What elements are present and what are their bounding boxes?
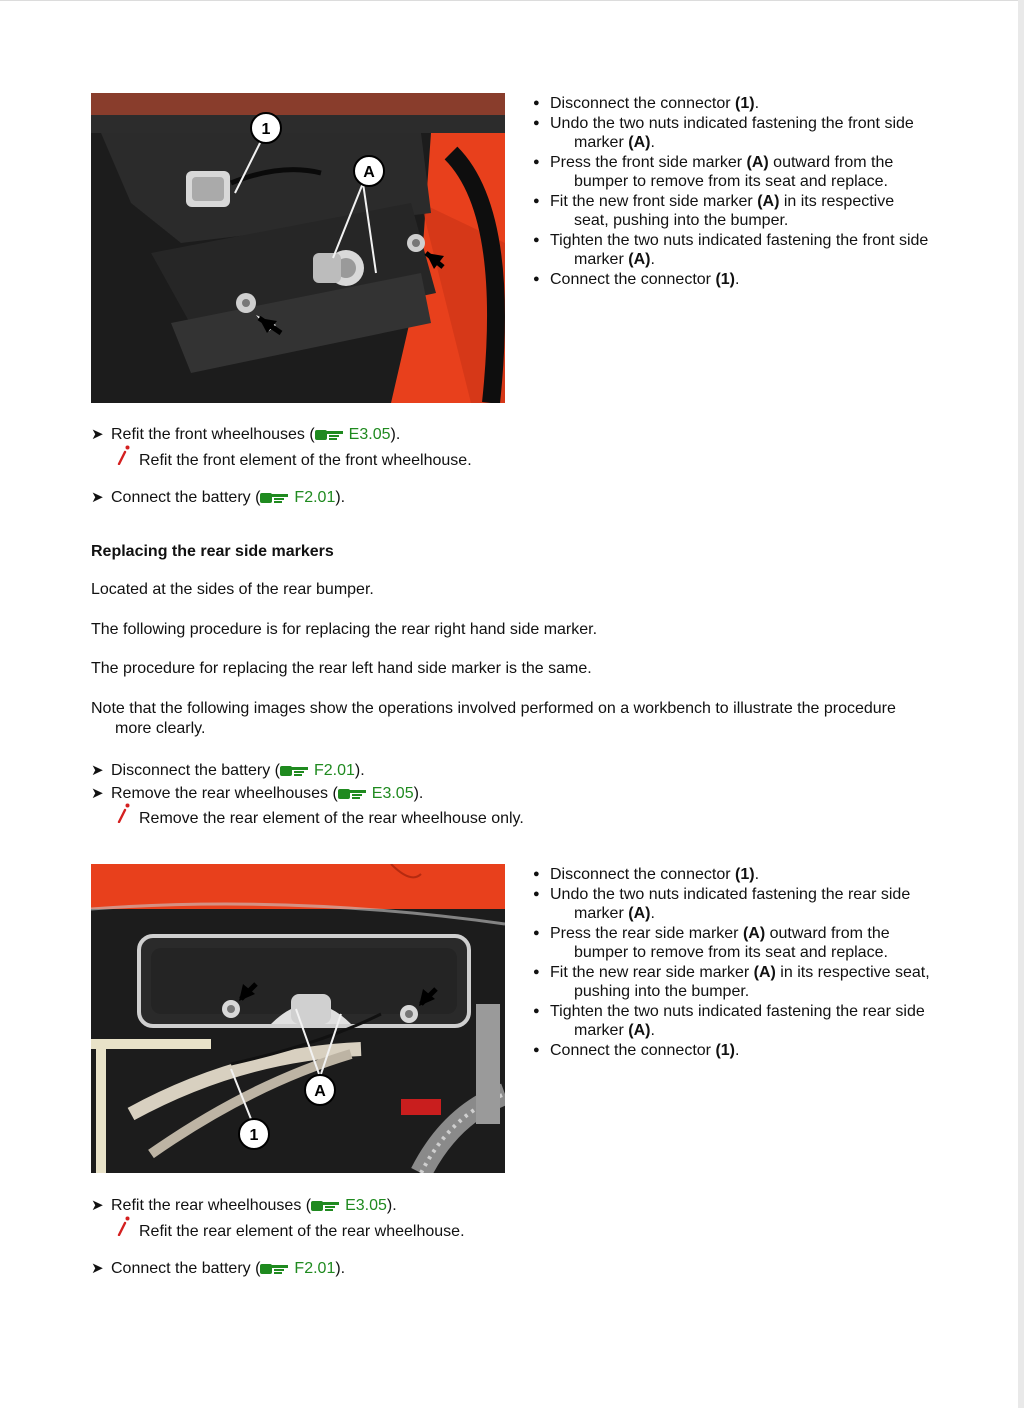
step-item: ● Fit the new rear side marker (A) in its respective seat, pushing into the bumper. bbox=[533, 963, 933, 1002]
paragraph: The procedure for replacing the rear left hand side marker is the same. bbox=[91, 660, 592, 677]
reference-link[interactable]: E3.05 bbox=[315, 426, 391, 443]
callout-a bbox=[305, 1075, 335, 1105]
rear-side-marker-photo bbox=[91, 864, 505, 1173]
pointing-hand-icon bbox=[260, 1261, 290, 1275]
connect-battery-item: ➤ Connect the battery ( F2.01). bbox=[91, 1260, 346, 1277]
chevron-right-icon: ➤ bbox=[91, 426, 104, 443]
callout-1 bbox=[251, 113, 281, 143]
reference-link[interactable]: E3.05 bbox=[311, 1197, 387, 1214]
step-item: ● Undo the two nuts indicated fastening the front side marker (A). bbox=[533, 114, 933, 153]
info-icon bbox=[115, 445, 139, 471]
paragraph: The following procedure is for replacing the rear right hand side marker. bbox=[91, 621, 598, 638]
step-item: ● Disconnect the connector (1). bbox=[533, 865, 933, 885]
chevron-right-icon: ➤ bbox=[91, 1197, 104, 1214]
step-item: ● Disconnect the connector (1). bbox=[533, 94, 933, 114]
connect-battery-item: ➤ Connect the battery ( F2.01). bbox=[91, 489, 346, 506]
step-item: ● Tighten the two nuts indicated fastening the front side marker (A). bbox=[533, 231, 933, 270]
chevron-right-icon: ➤ bbox=[91, 785, 104, 802]
callout-1 bbox=[239, 1119, 269, 1149]
reference-link[interactable]: F2.01 bbox=[280, 762, 355, 779]
callout-a bbox=[354, 156, 384, 186]
paragraph: Located at the sides of the rear bumper. bbox=[91, 581, 374, 598]
front-side-marker-photo bbox=[91, 93, 505, 403]
page-right-edge bbox=[1018, 0, 1024, 1408]
disconnect-battery-item: ➤ Disconnect the battery ( F2.01). bbox=[91, 762, 365, 779]
pointing-hand-icon bbox=[280, 763, 310, 777]
page-top-border bbox=[0, 0, 1024, 1]
chevron-right-icon: ➤ bbox=[91, 489, 104, 506]
step-item: ● Connect the connector (1). bbox=[533, 1041, 933, 1061]
step-item: ● Press the rear side marker (A) outward from the bumper to remove from its seat and replace. bbox=[533, 924, 933, 963]
pointing-hand-icon bbox=[260, 490, 290, 504]
pointing-hand-icon bbox=[311, 1198, 341, 1212]
refit-rear-note: Refit the rear element of the rear wheelhouse. bbox=[115, 1216, 465, 1242]
chevron-right-icon: ➤ bbox=[91, 762, 104, 779]
section-heading: Replacing the rear side markers bbox=[91, 543, 334, 560]
info-icon bbox=[115, 1216, 139, 1242]
svg-text:A: A bbox=[363, 164, 375, 181]
rear-steps-list bbox=[533, 865, 933, 1060]
front-steps-list bbox=[533, 94, 933, 289]
reference-link[interactable]: F2.01 bbox=[260, 1260, 335, 1277]
svg-text:A: A bbox=[314, 1083, 326, 1100]
step-item: ● Press the front side marker (A) outward from the bumper to remove from its seat and replace. bbox=[533, 153, 933, 192]
step-item: ● Tighten the two nuts indicated fastening the rear side marker (A). bbox=[533, 1002, 933, 1041]
step-item: ● Connect the connector (1). bbox=[533, 270, 933, 290]
remove-rear-wheelhouses-item: ➤ Remove the rear wheelhouses ( E3.05). bbox=[91, 785, 424, 802]
refit-front-note: Refit the front element of the front wheelhouse. bbox=[115, 445, 472, 471]
reference-link[interactable]: E3.05 bbox=[338, 785, 414, 802]
refit-rear-wheelhouses-item: ➤ Refit the rear wheelhouses ( E3.05). bbox=[91, 1197, 397, 1214]
info-icon bbox=[115, 803, 139, 829]
pointing-hand-icon bbox=[338, 786, 368, 800]
step-item: ● Undo the two nuts indicated fastening the rear side marker (A). bbox=[533, 885, 933, 924]
reference-link[interactable]: F2.01 bbox=[260, 489, 335, 506]
pointing-hand-icon bbox=[315, 427, 345, 441]
svg-text:1: 1 bbox=[249, 1127, 259, 1144]
paragraph: Note that the following images show the operations involved performed on a workbench to illustrate the procedure more clearly. bbox=[91, 700, 896, 737]
svg-text:1: 1 bbox=[261, 121, 271, 138]
remove-rear-note: Remove the rear element of the rear wheelhouse only. bbox=[115, 803, 524, 829]
refit-front-wheelhouses-item: ➤ Refit the front wheelhouses ( E3.05). bbox=[91, 426, 401, 443]
chevron-right-icon: ➤ bbox=[91, 1260, 104, 1277]
step-item: ● Fit the new front side marker (A) in its respective seat, pushing into the bumper. bbox=[533, 192, 933, 231]
